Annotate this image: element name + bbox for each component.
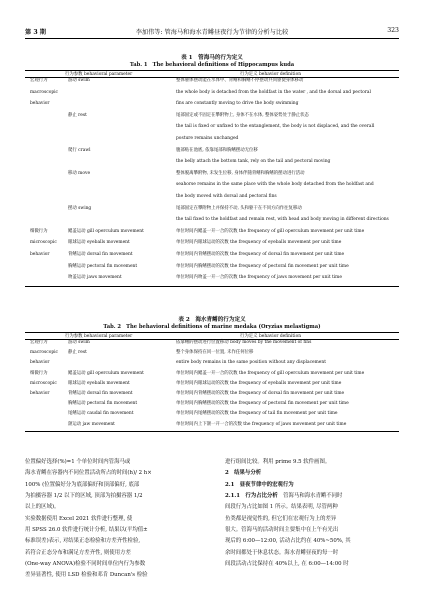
- row-category: behavior: [30, 101, 50, 107]
- row-definition: the belly attach the bottom tank, rely on the tail and pectoral moving: [176, 159, 331, 165]
- text-line: 用 SPSS 26.0 软件进行统计分析, 结果以(平均值±: [25, 527, 148, 534]
- page-number: 323: [387, 27, 399, 34]
- table-row: [25, 101, 399, 113]
- text-line: 2.1.1 行为占比分析 管海马和海水青鳉不同时: [225, 493, 343, 500]
- row-definition: posture remains unchanged: [176, 135, 239, 141]
- row-parameter: 游动 swim: [68, 340, 90, 345]
- table-row: [25, 252, 399, 264]
- table-row: [25, 381, 399, 391]
- table2-col-param: 行为参数 behavioral parameter: [65, 334, 133, 339]
- text-line: 为拍摄容器 1/2 以下的区域, 顶部为拍摄容器 1/2: [25, 493, 143, 500]
- row-definition: 整体躯体摆动能在水体中、背鳍和胸鳍不停摆动共同驱使身体移动: [176, 78, 304, 83]
- text-line: 2.1 昼夜节律中的宏观行为: [225, 481, 294, 488]
- table-row: [25, 401, 399, 411]
- row-definition: 单位时间内背鳍摆动的次数 the frequency of dorsal fin movement per unit time: [176, 390, 345, 396]
- row-parameter: 鳃盖运动 gill operculum movement: [68, 228, 144, 234]
- table-row: [25, 217, 399, 229]
- row-parameter: 胸鳍运动 pectoral fin movement: [68, 401, 138, 407]
- text-line: 现后的 6:00—12:00, 活动占比约在 40%~50%, 其: [225, 538, 351, 545]
- row-definition: the tail is fixed or unfixed to the entanglement, the body is not displaced, and the overall: [176, 124, 375, 130]
- table-row: [25, 194, 399, 206]
- row-definition: entire body remains in the same position without any displacement: [176, 360, 326, 366]
- table-row: [25, 264, 399, 276]
- table-row: [25, 159, 399, 171]
- table1-col-param: 行为参数 behavioral parameter: [65, 72, 133, 77]
- row-category: microscopic: [30, 240, 57, 246]
- running-title: 李加伟等: 管海马和海水青鳉昼夜行为节律的分析与比较: [135, 29, 289, 36]
- row-parameter: 背鳍运动 dorsal fin movement: [68, 251, 133, 257]
- row-definition: 依靠鳍的摆动进行位置移动 body moves by the movement of fins: [176, 340, 312, 345]
- row-definition: 腹部贴在池底, 依靠尾部和胸鳍摆动无位移: [176, 147, 258, 153]
- table-row: [25, 360, 399, 370]
- table-row: [25, 124, 399, 136]
- text-line: 进行组间比较。利用 prime 9.5 软件画图。: [225, 459, 331, 465]
- row-definition: seahorse remains in the same place with the whole body detached from the holdfast and: [176, 182, 374, 188]
- row-definition: 单位时间内尾鳍摆动的次数 the frequency of tail fin movement per unit time: [176, 411, 338, 417]
- row-definition: 单位时间内吻盖一开一合的次数 the frequency of jaws movement per unit time: [176, 275, 342, 281]
- row-parameter: 颌运动 jaw movement: [68, 421, 115, 427]
- issue-number: 第 3 期: [25, 29, 46, 36]
- table-row: [25, 371, 399, 381]
- row-definition: the tail fixed to the holdfast and remain rest, with head and body moving in different directions: [176, 217, 389, 223]
- table2-header: [25, 332, 399, 340]
- row-category: macroscopic: [30, 89, 59, 95]
- body-text-left-column: [25, 457, 203, 582]
- table-row: [25, 340, 399, 350]
- row-category: behavior: [30, 360, 50, 366]
- body-text-right-column: [225, 457, 401, 570]
- text-line: 间段行为占比如图 1 所示。结果表明, 尽管两种: [225, 504, 338, 511]
- text-line: 很大。管海马的活动时间主要集中在上午有光出: [225, 527, 339, 534]
- row-definition: 单位时间内眼球运动的次数 the frequency of eyeballs movement per unit time: [176, 380, 342, 386]
- table-row: [25, 422, 399, 432]
- row-category: microscopic: [30, 380, 57, 386]
- text-line: 差异显著性, 使用 LSD 检验和邓肯 Duncan's 检验: [25, 572, 148, 579]
- row-category: macroscopic: [30, 350, 59, 356]
- text-line: 间段活动占比保持在 40%以上, 在 6:00—14:00 时: [225, 561, 349, 568]
- row-definition: 尾部固定在攀附物上并保持不动, 头和躯干在不同方向作往复移动: [176, 205, 302, 211]
- table-row: [25, 182, 399, 194]
- table-row: [25, 275, 399, 287]
- table-row: [25, 113, 399, 125]
- row-definition: the body moved with dorsal and pectoral fins: [176, 193, 277, 199]
- text-line: 100% (位置偏好分为底部偏好和顶部偏好, 底部: [25, 481, 140, 488]
- row-definition: 单位时间内胸鳍摆动的次数 the frequency of pectoral fin movement per unit time: [176, 401, 349, 407]
- row-parameter: 吻盖运动 jaws movement: [68, 275, 122, 281]
- row-parameter: 背鳍运动 dorsal fin movement: [68, 390, 133, 396]
- row-parameter: 胸鳍运动 pectoral fin movement: [68, 263, 138, 269]
- row-definition: 整体脱离攀附物, 未发生位移, 身体伴随背鳍和胸鳍的摆动进行活动: [176, 170, 305, 176]
- row-parameter: 静止 rest: [68, 112, 87, 118]
- text-line: 实验数据使用 Excel 2021 软件进行整理, 使: [25, 515, 133, 522]
- row-category: behavior: [30, 390, 50, 396]
- text-line: (One-way ANOVA)检验不同时间单位内行为参数: [25, 561, 146, 568]
- running-header: [25, 27, 399, 37]
- row-category: behavior: [30, 251, 50, 257]
- row-category: 细微行为: [30, 228, 48, 234]
- table1: [25, 70, 399, 287]
- text-line: 位置偏好选择(%)=1 个单位时间内管海马或: [25, 459, 131, 465]
- table1-col-def: 行为定义 behavior definition: [240, 72, 302, 77]
- row-parameter: 游动 swim: [68, 78, 90, 83]
- row-category: 宏观行为: [30, 78, 48, 83]
- text-line: 以上的区域)。: [25, 504, 60, 511]
- table-row: [25, 240, 399, 252]
- text-line: 海水青鳉在容器内不同位置活动所占的时间(h)/ 2 h×: [25, 470, 152, 477]
- row-parameter: 眼球运动 eyeballs movement: [68, 380, 130, 386]
- table-row: [25, 78, 399, 90]
- table-row: [25, 148, 399, 160]
- table-row: [25, 136, 399, 148]
- row-category: 宏观行为: [30, 340, 48, 345]
- row-definition: 尾部固定或不固定在攀附物上, 身体不在水体, 整体姿势处于静止状态: [176, 112, 309, 118]
- text-line: 2 结果与分析: [225, 470, 262, 477]
- table1-title-cn: 表 1 管海马的行为定义: [181, 55, 243, 61]
- row-definition: 整个身体保持在同一位置, 未作任何位移: [176, 350, 254, 356]
- table1-body: [25, 78, 399, 287]
- table-row: [25, 391, 399, 401]
- table2: [25, 332, 399, 432]
- row-parameter: 摆动 swing: [68, 205, 92, 211]
- row-definition: 单位时间内背鳍摆动的次数 the frequency of dorsal fin movement per unit time: [176, 251, 345, 257]
- table-row: [25, 206, 399, 218]
- table-row: [25, 411, 399, 421]
- table2-title-en: Tab. 2 The behavioral definitions of marine medaka (Oryzias melastigma): [103, 324, 321, 330]
- row-parameter: 眼球运动 eyeballs movement: [68, 240, 130, 246]
- text-line: 鱼类都是视觉性的, 但它们在宏观行为上的差异: [225, 515, 337, 522]
- table-row: [25, 229, 399, 241]
- table2-col-def: 行为定义 behavior definition: [240, 334, 302, 339]
- row-parameter: 爬行 crawl: [68, 147, 91, 153]
- table2-title-cn: 表 2 海水青鳉的行为定义: [178, 317, 246, 323]
- text-line: 标准误差)表示, 对结果正态检验和方差齐性检验,: [25, 538, 141, 545]
- row-parameter: 鳃盖运动 gill operculum movement: [68, 370, 144, 376]
- table-row: [25, 171, 399, 183]
- table-row: [25, 350, 399, 360]
- row-definition: 单位时间内胸鳍摆动的次数 the frequency of pectoral fin movement per unit time: [176, 263, 349, 269]
- row-definition: 单位时间内眼球运动的次数 the frequency of eyeballs movement per unit time: [176, 240, 342, 246]
- table1-header: [25, 70, 399, 78]
- row-definition: 单位时间内鳃盖一开一合的次数 the frequency of gill operculum movement per unit time: [176, 370, 365, 376]
- table2-body: [25, 340, 399, 432]
- table-row: [25, 90, 399, 102]
- row-category: 细微行为: [30, 370, 48, 376]
- row-parameter: 尾鳍运动 caudal fin movement: [68, 411, 134, 417]
- text-line: 若符合正态分布和满足方差齐性, 则使用方差: [25, 549, 131, 556]
- row-definition: the whole body is detached from the holdfast in the water , and the dorsal and pectoral: [176, 89, 371, 95]
- header-rule: [25, 38, 399, 39]
- row-definition: 单位时间内上下颌一开一合的次数 the frequency of jaws movement per unit time: [176, 421, 347, 427]
- row-parameter: 移动 move: [68, 170, 91, 176]
- row-definition: 单位时间内鳃盖一开一合的次数 the frequency of gill operculum movement per unit time: [176, 228, 365, 234]
- text-line: 余时间都处于休息状态。海水青鳉昼夜的每一时: [225, 549, 339, 556]
- table1-title-en: Tab. 1 The behavioral definitions of Hippocampus kuda: [129, 62, 295, 68]
- row-definition: fins are constantly moving to drive the body swimming: [176, 101, 299, 107]
- row-parameter: 静止 rest: [68, 350, 87, 356]
